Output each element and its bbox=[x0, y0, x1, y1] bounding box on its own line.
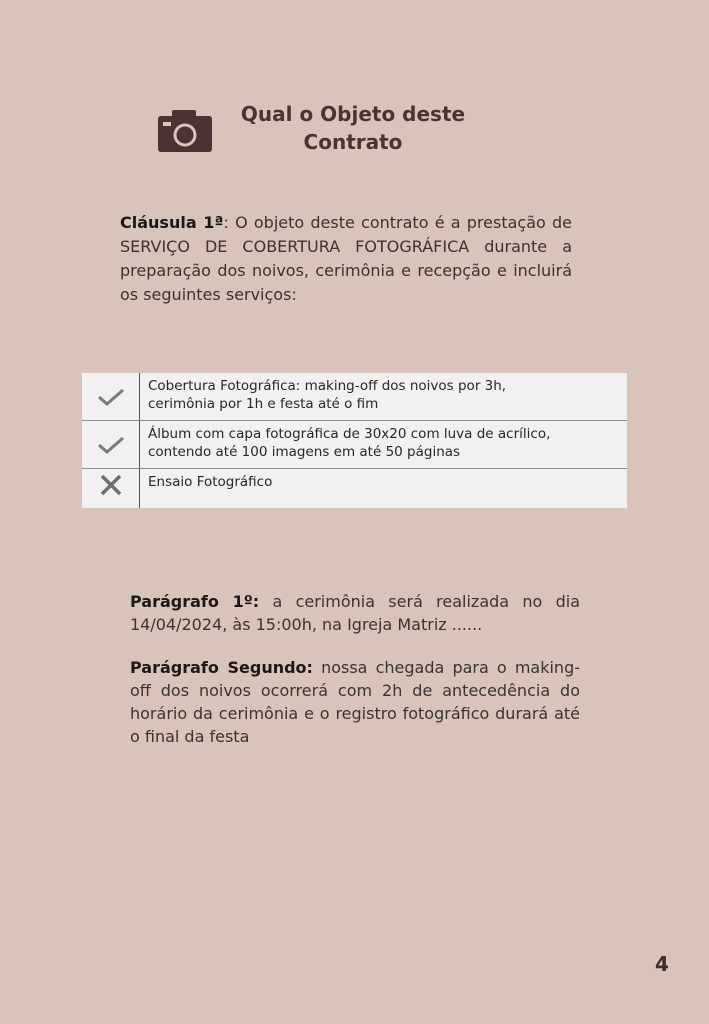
service-text bbox=[140, 373, 514, 420]
service-text bbox=[140, 469, 280, 495]
paragraph-label: Parágrafo Segundo: bbox=[130, 658, 313, 677]
services-table bbox=[82, 373, 627, 508]
service-line: cerimônia por 1h e festa até o fim bbox=[148, 396, 379, 412]
paragraph-text: nossa chegada para o making-off dos noivos ocorrerá com 2h de antecedência do horário da cerimônia e o registro fotográfico durará até o final da festa bbox=[130, 658, 581, 746]
page-number: 4 bbox=[655, 952, 669, 976]
clause-label: Cláusula 1ª bbox=[120, 213, 224, 232]
clause-text: : O objeto deste contrato é a prestação de SERVIÇO DE COBERTURA FOTOGRÁFICA durante a preparação dos noivos, cerimônia e recepção e incluirá os seguintes serviços: bbox=[120, 213, 573, 304]
page-title bbox=[228, 100, 478, 156]
service-line: Ensaio Fotográfico bbox=[148, 474, 273, 490]
camera-icon bbox=[158, 108, 212, 152]
title-line-2: Contrato bbox=[303, 130, 403, 154]
service-line: contendo até 100 imagens em até 50 páginas bbox=[148, 444, 461, 460]
paragraph-text: a cerimônia será realizada no dia 14/04/2024, às 15:00h, na Igreja Matriz ...... bbox=[130, 592, 580, 634]
paragraph-1 bbox=[130, 590, 580, 636]
check-icon bbox=[82, 373, 140, 420]
section-header bbox=[158, 100, 488, 160]
service-row bbox=[82, 421, 627, 469]
service-line: Cobertura Fotográfica: making-off dos noivos por 3h, bbox=[148, 378, 507, 394]
service-row bbox=[82, 373, 627, 421]
clause-1 bbox=[120, 211, 572, 307]
service-text bbox=[140, 421, 558, 468]
check-icon bbox=[82, 421, 140, 468]
service-line: Álbum com capa fotográfica de 30x20 com luva de acrílico, bbox=[148, 426, 551, 442]
x-icon bbox=[82, 469, 140, 508]
paragraph-2 bbox=[130, 656, 580, 748]
service-row bbox=[82, 469, 627, 508]
paragraph-label: Parágrafo 1º: bbox=[130, 592, 260, 611]
title-line-1: Qual o Objeto deste bbox=[240, 102, 466, 126]
